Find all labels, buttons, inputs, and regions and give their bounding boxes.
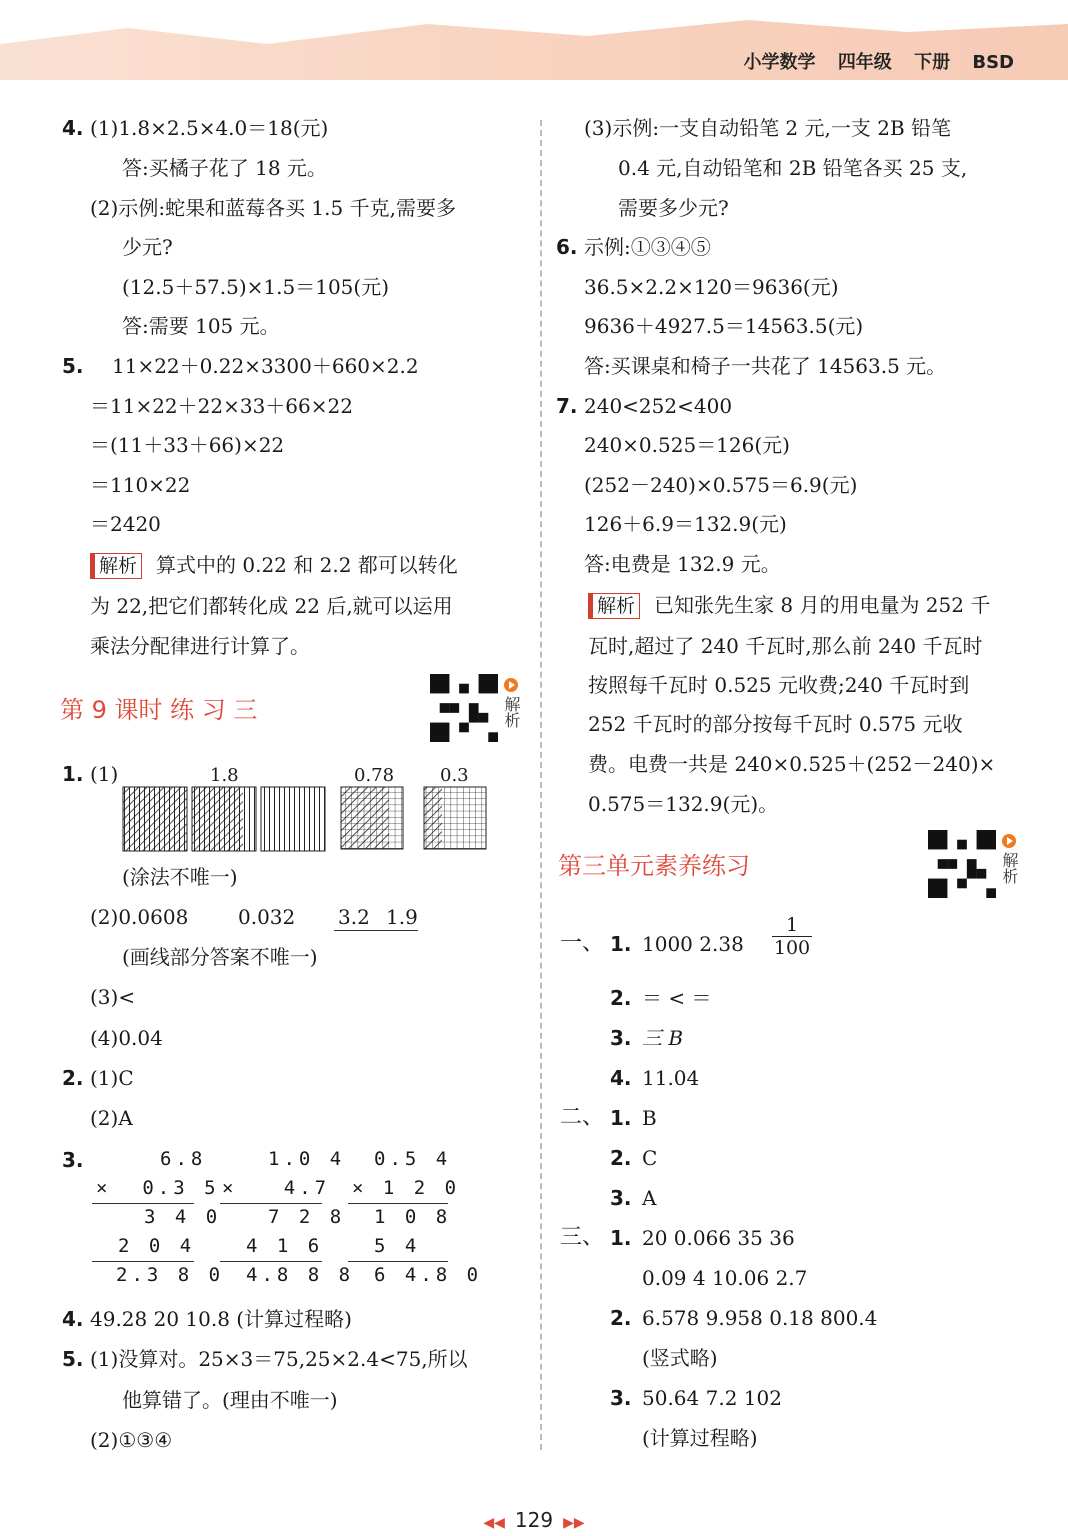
underline xyxy=(334,930,418,931)
analysis-text: 已知张先生家 8 月的用电量为 252 千 xyxy=(654,593,991,617)
analysis-tag: 解析 xyxy=(90,553,142,579)
p1-sub4: (4)0.04 xyxy=(90,1026,163,1050)
p2-number: 2. xyxy=(62,1066,84,1090)
item-value: A xyxy=(642,1186,657,1210)
calc-rule xyxy=(348,1203,448,1204)
analysis-1-line: 乘法分配律进行计算了。 xyxy=(90,634,310,658)
q7-line: 答:电费是 132.9 元。 xyxy=(584,552,781,576)
calc-line: 6 4.8 0 xyxy=(374,1264,483,1286)
book-header xyxy=(728,48,1014,74)
q5-line: ＝(11＋33＋66)×22 xyxy=(90,433,285,457)
calc-line: 1 0 8 xyxy=(374,1206,452,1228)
p1-sub3: (3)< xyxy=(90,985,136,1009)
p2-line: (2)A xyxy=(90,1106,133,1130)
analysis-tag: 解析 xyxy=(588,593,640,619)
item-number: 1. xyxy=(610,932,632,956)
analysis-1-line: 为 22,把它们都转化成 22 后,就可以运用 xyxy=(90,594,453,618)
calc-line: × 4.7 xyxy=(222,1177,331,1199)
p1-note1: (涂法不唯一) xyxy=(122,865,238,889)
p5-line: (1)没算对。25×3＝75,25×2.4<75,所以 xyxy=(90,1347,468,1371)
q6-line: 答:买课桌和椅子一共花了 14563.5 元。 xyxy=(584,354,947,378)
q5-3-line: 需要多少元? xyxy=(618,196,729,220)
qr-label: 解析 xyxy=(502,696,521,728)
p1-sub1: (1) xyxy=(90,762,119,786)
q5-line: ＝110×22 xyxy=(90,473,191,497)
q6-line: 36.5×2.2×120＝9636(元) xyxy=(584,275,839,299)
next-arrow-icon: ▶▶ xyxy=(563,1515,585,1531)
item-value: 50.64 7.2 102 xyxy=(642,1386,782,1410)
q7-line: 126＋6.9＝132.9(元) xyxy=(584,512,787,536)
item-value: B xyxy=(642,1106,657,1130)
item-number: 4. xyxy=(610,1066,632,1090)
q6-line: 示例:①③④⑤ xyxy=(584,235,711,259)
item-value: 1000 2.38 xyxy=(642,932,744,956)
fraction-denominator: 100 xyxy=(773,937,811,959)
item-note: (计算过程略) xyxy=(642,1426,758,1450)
q5-number: 5. xyxy=(62,354,84,378)
item-number: 3. xyxy=(610,1386,632,1410)
p5-number: 5. xyxy=(62,1347,84,1371)
label-0-3: 0.3 xyxy=(440,765,469,786)
q5-line: 11×22＋0.22×3300＋660×2.2 xyxy=(112,354,419,378)
calc-rule xyxy=(92,1203,194,1204)
page-number-bar xyxy=(0,1508,1068,1532)
q7-line: (252－240)×0.575＝6.9(元) xyxy=(584,473,858,497)
calc-line: 4 1 6 xyxy=(246,1235,324,1257)
q4-line: 答:买橘子花了 18 元。 xyxy=(122,156,327,180)
q4-line: (12.5＋57.5)×1.5＝105(元) xyxy=(122,275,390,299)
item-value: 0.09 4 10.06 2.7 xyxy=(642,1266,808,1290)
p2-line: (1)C xyxy=(90,1066,134,1090)
p5-line: 他算错了。(理由不唯一) xyxy=(122,1388,338,1412)
p1-sub2: (2)0.0608 xyxy=(90,905,189,929)
calc-rule xyxy=(92,1261,194,1262)
calc-line: 1.0 4 xyxy=(268,1148,346,1170)
q5-3-line: (3)示例:一支自动铅笔 2 元,一支 2B 铅笔 xyxy=(584,116,952,140)
p1-note2: (画线部分答案不唯一) xyxy=(122,945,318,969)
q6-number: 6. xyxy=(556,235,578,259)
item-number: 2. xyxy=(610,986,632,1010)
p5-line: (2)①③④ xyxy=(90,1428,173,1452)
item-value: ＝ < ＝ xyxy=(642,986,712,1010)
analysis-2-line: 按照每千瓦时 0.525 元收费;240 千瓦时到 xyxy=(588,673,970,697)
prev-arrow-icon: ◀◀ xyxy=(483,1515,505,1531)
p4-number: 4. xyxy=(62,1307,84,1331)
shaded-grids-diagram xyxy=(122,786,492,852)
item-value: 11.04 xyxy=(642,1066,700,1090)
item-number: 3. xyxy=(610,1186,632,1210)
subject-label: 小学数学 xyxy=(743,52,816,73)
qr-code-icon[interactable] xyxy=(430,674,498,742)
section-title: 第三单元素养练习 xyxy=(558,852,750,880)
column-divider xyxy=(540,120,542,1450)
calc-line: 0.5 4 xyxy=(374,1148,452,1170)
page-number: 129 xyxy=(514,1508,554,1532)
item-number: 3. xyxy=(610,1026,632,1050)
item-number: 1. xyxy=(610,1106,632,1130)
analysis-2-line: 瓦时,超过了 240 千瓦时,那么前 240 千瓦时 xyxy=(588,634,983,658)
item-value: 6.578 9.958 0.18 800.4 xyxy=(642,1306,878,1330)
calc-line: 7 2 8 xyxy=(268,1206,346,1228)
p3-number: 3. xyxy=(62,1148,84,1172)
calc-line: 2 0 4 xyxy=(118,1235,196,1257)
volume-label: 下册 xyxy=(914,52,951,73)
q4-line: (1)1.8×2.5×4.0＝18(元) xyxy=(90,116,329,140)
play-icon xyxy=(1002,834,1016,848)
p1-value: 3.2 xyxy=(338,905,370,929)
calc-line: 4.8 8 8 xyxy=(246,1264,355,1286)
calc-rule xyxy=(220,1261,322,1262)
calc-line: 6.8 xyxy=(160,1148,207,1170)
q7-line: 240×0.525＝126(元) xyxy=(584,433,790,457)
part-label: 三、 xyxy=(560,1225,605,1250)
fraction xyxy=(772,914,812,959)
q7-number: 7. xyxy=(556,394,578,418)
p1-number: 1. xyxy=(62,762,84,786)
calc-line: 5 4 xyxy=(374,1235,421,1257)
calc-rule xyxy=(348,1261,448,1262)
play-icon xyxy=(504,678,518,692)
q4-number: 4. xyxy=(62,116,84,140)
calc-rule xyxy=(220,1203,322,1204)
calc-line: × 1 2 0 xyxy=(352,1177,461,1199)
p1-value: 1.9 xyxy=(386,905,418,929)
item-number: 1. xyxy=(610,1226,632,1250)
qr-code-icon[interactable] xyxy=(928,830,996,898)
calc-line: 2.3 8 0 xyxy=(116,1264,225,1286)
q4-line: (2)示例:蛇果和蓝莓各买 1.5 千克,需要多 xyxy=(90,196,456,220)
label-0-78: 0.78 xyxy=(354,765,395,786)
grade-label: 四年级 xyxy=(837,52,892,73)
qr-label: 解析 xyxy=(1000,852,1019,884)
q7-line: 240<252<400 xyxy=(584,394,733,418)
q5-line: ＝11×22＋22×33＋66×22 xyxy=(90,394,353,418)
item-value: C xyxy=(642,1146,658,1170)
q5-line: ＝2420 xyxy=(90,512,161,536)
fraction-numerator: 1 xyxy=(785,914,799,936)
item-note: (竖式略) xyxy=(642,1346,718,1370)
analysis-2-line: 252 千瓦时的部分按每千瓦时 0.575 元收 xyxy=(588,712,963,736)
part-label: 一、 xyxy=(560,931,605,956)
p4-line: 49.28 20 10.8 (计算过程略) xyxy=(90,1307,352,1331)
item-number: 2. xyxy=(610,1306,632,1330)
part-label: 二、 xyxy=(560,1105,605,1130)
edition-label: BSD xyxy=(972,52,1014,73)
q4-line: 答:需要 105 元。 xyxy=(122,314,280,338)
section-title: 第 9 课时 练 习 三 xyxy=(60,696,258,724)
label-1-8: 1.8 xyxy=(210,765,239,786)
analysis-1-line xyxy=(90,551,458,579)
analysis-text: 算式中的 0.22 和 2.2 都可以转化 xyxy=(156,553,458,577)
calc-line: × 0.3 5 xyxy=(96,1177,220,1199)
item-value: 三 B xyxy=(642,1026,684,1050)
p1-value: 0.032 xyxy=(238,905,296,929)
analysis-2-line: 费。电费一共是 240×0.525＋(252－240)× xyxy=(588,752,996,776)
q6-line: 9636＋4927.5＝14563.5(元) xyxy=(584,314,864,338)
item-value: 20 0.066 35 36 xyxy=(642,1226,795,1250)
analysis-2-line xyxy=(588,591,990,619)
item-number: 2. xyxy=(610,1146,632,1170)
calc-line: 3 4 0 xyxy=(144,1206,222,1228)
analysis-2-line: 0.575＝132.9(元)。 xyxy=(588,792,779,816)
q5-3-line: 0.4 元,自动铅笔和 2B 铅笔各买 25 支, xyxy=(618,156,968,180)
q4-line: 少元? xyxy=(122,235,173,259)
